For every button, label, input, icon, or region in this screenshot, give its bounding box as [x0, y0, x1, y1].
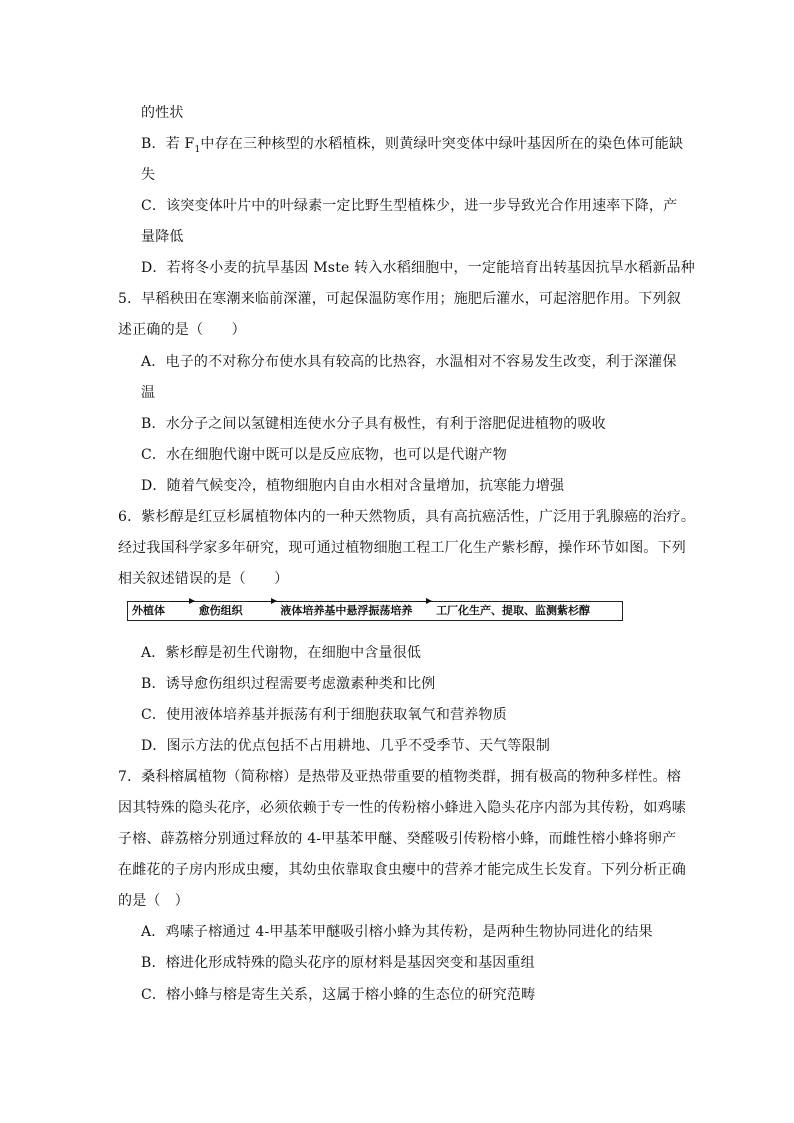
q5-option-c: C．水在细胞代谢中既可以是反应底物，也可以是代谢产物: [141, 447, 507, 463]
q5-stem-line-1: 5．早稻秧田在寒潮来临前深灌，可起保温防寒作用；施肥后灌水，可起溶肥作用。下列叙: [118, 291, 681, 307]
q6-option-b: B．诱导愈伤组织过程需要考虑激素种类和比例: [141, 676, 436, 692]
q4-option-c: C．该突变体叶片中的叶绿素一定比野生型植株少，进一步导致光合作用速率下降，产: [141, 198, 678, 214]
flow-step-callus: 愈伤组织: [198, 604, 243, 617]
flow-arrow-icon: [417, 601, 431, 602]
q6-process-flowchart: [127, 601, 623, 621]
q7-option-b: B．榕进化形成特殊的隐头花序的原材料是基因突变和基因重组: [141, 955, 535, 971]
q7-stem-line-5: 的是（ ）: [118, 893, 189, 909]
q4-option-a-continuation: 的性状: [141, 105, 184, 121]
q7-stem-line-1: 7．桑科榕属植物（简称榕）是热带及亚热带重要的植物类群，拥有极高的物种多样性。榕: [118, 769, 681, 785]
flow-step-factory-production: 工厂化生产、提取、监测紫杉醇: [436, 604, 591, 617]
q4-option-b-continuation: 失: [141, 167, 156, 183]
flow-step-suspension-culture: 液体培养基中悬浮振荡培养: [280, 604, 413, 617]
q4-option-b-text-2: 中存在三种核型的水稻植株，则黄绿叶突变体中绿叶基因所在的染色体可能缺: [200, 136, 684, 152]
q5-option-d: D．随着气候变冷，植物细胞内自由水相对含量增加，抗寒能力增强: [141, 478, 565, 494]
flow-arrow-icon: [248, 601, 276, 602]
q5-stem-line-2: 述正确的是（ ）: [118, 322, 246, 338]
q6-stem-line-2: 经过我国科学家多年研究，现可通过植物细胞工程工厂化生产紫杉醇，操作环节如图。下列: [118, 540, 686, 556]
q6-option-a: A．紫杉醇是初生代谢物，在细胞中含量很低: [141, 645, 422, 661]
q5-option-a: A．电子的不对称分布使水具有较高的比热容，水温相对不容易发生改变，利于深灌保: [141, 354, 677, 370]
q7-option-a: A．鸡嗉子榕通过 4-甲基苯甲醚吸引榕小蜂为其传粉，是两种生物协同进化的结果: [141, 924, 653, 940]
q5-option-b: B．水分子之间以氢键相连使水分子具有极性，有利于溶肥促进植物的吸收: [141, 416, 606, 432]
q7-stem-line-4: 在雌花的子房内形成虫瘿，其幼虫依靠取食虫瘿中的营养才能完成生长发育。下列分析正确: [118, 862, 686, 878]
q6-option-c: C．使用液体培养基并振荡有利于细胞获取氧气和营养物质: [141, 707, 507, 723]
q4-option-d: D．若将冬小麦的抗旱基因 Mste 转入水稻细胞中，一定能培育出转基因抗旱水稻新品种: [141, 260, 695, 276]
q4-option-b: [141, 134, 683, 160]
q6-stem-line-1: 6．紫杉醇是红豆杉属植物体内的一种天然物质，具有高抗癌活性，广泛用于乳腺癌的治疗。: [118, 509, 696, 525]
q7-stem-line-2: 因其特殊的隐头花序，必须依赖于专一性的传粉榕小蜂进入隐头花序内部为其传粉，如鸡嗉: [118, 800, 686, 816]
q4-option-b-text-1: B．若 F: [141, 136, 195, 152]
q5-option-a-continuation: 温: [141, 385, 156, 401]
q4-option-b-subscript: 1: [194, 144, 201, 155]
q6-option-d: D．图示方法的优点包括不占用耕地、几乎不受季节、天气等限制: [141, 738, 551, 754]
q7-option-c: C．榕小蜂与榕是寄生关系，这属于榕小蜂的生态位的研究范畴: [141, 987, 536, 1003]
flow-step-explant: 外植体: [132, 604, 165, 617]
flow-arrow-icon: [170, 601, 194, 602]
q4-option-c-continuation: 量降低: [141, 229, 184, 245]
q6-stem-line-3: 相关叙述错误的是（ ）: [118, 571, 289, 587]
q7-stem-line-3: 子榕、薜荔榕分别通过释放的 4-甲基苯甲醚、癸醛吸引传粉榕小蜂，而雌性榕小蜂将卵产: [118, 831, 677, 847]
